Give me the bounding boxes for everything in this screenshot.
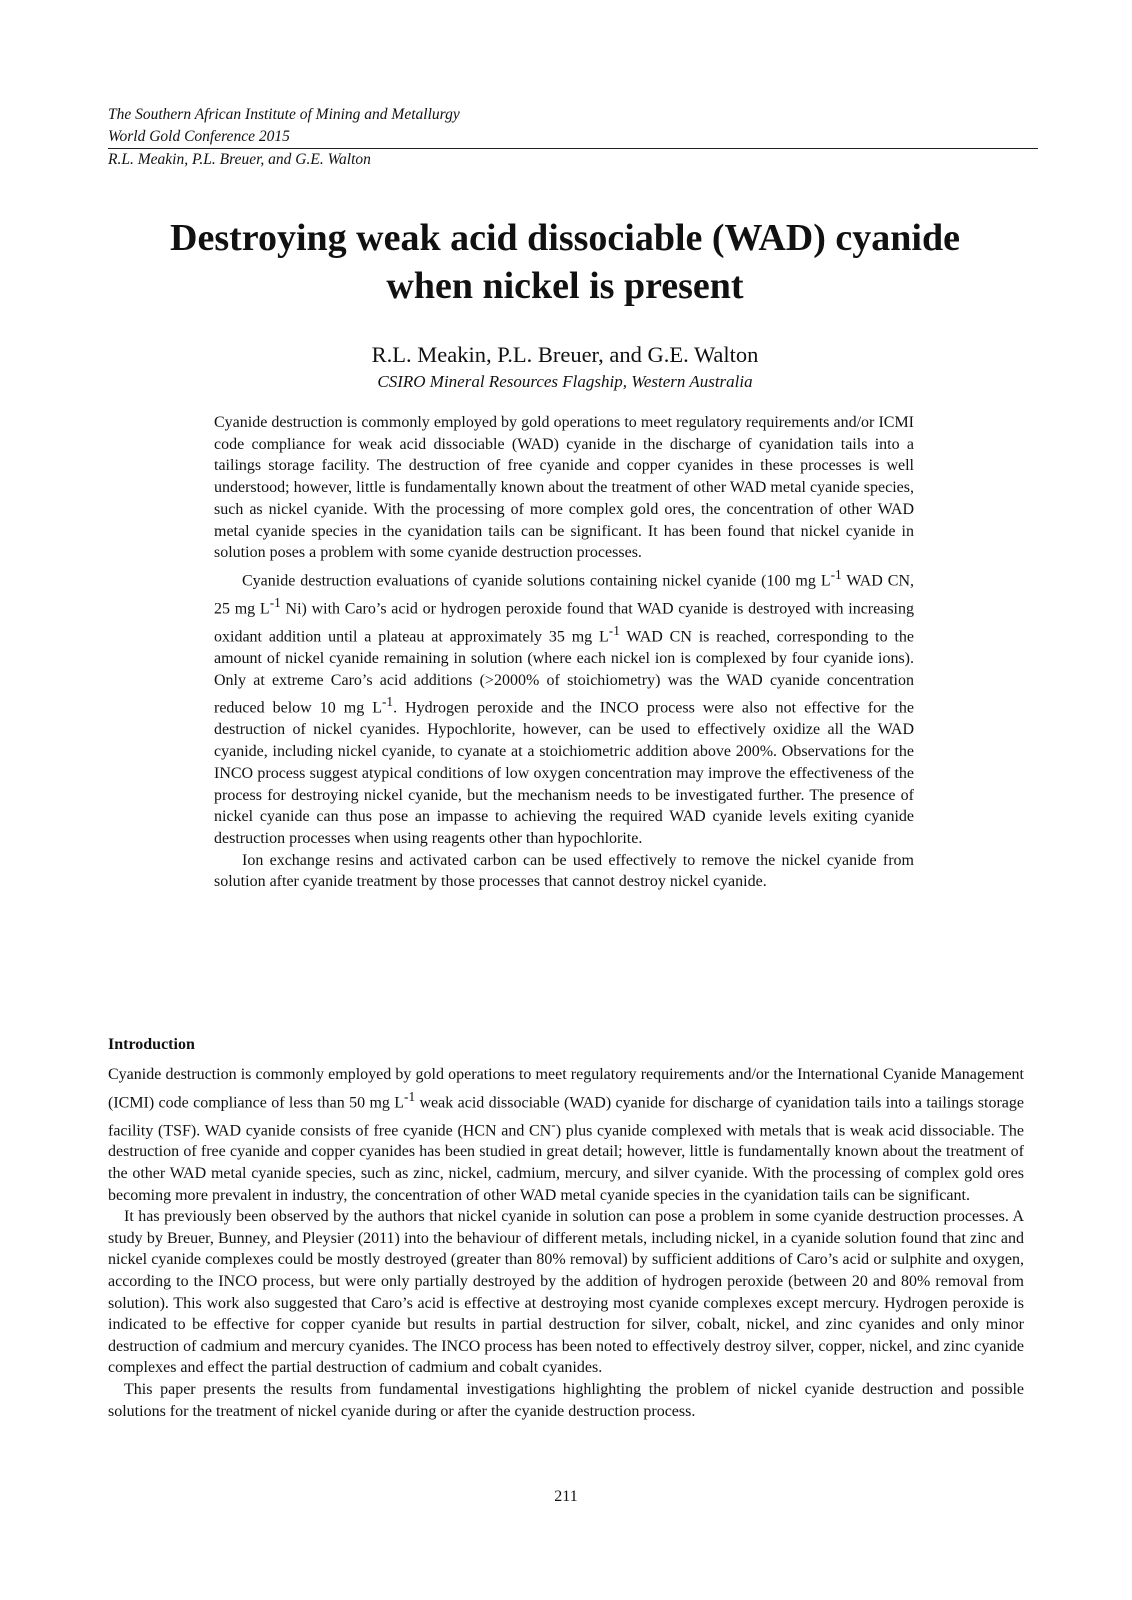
- introduction-paragraph-1: [108, 1064, 1024, 1206]
- introduction-text: ) plus cyanide complexed with metals that is weak acid dissociable. The destruction of free cyanide and copper cyanides has been studied in great detail; however, little is fundamentally known about the treatment of the other WAD metal cyanide species, such as zinc, nickel, cadmium, mercury, and silver cyanide. With the processing of complex gold ores becoming more prevalent in industry, the concentration of other WAD metal cyanide species in the cyanidation tails can be significant.: [108, 1121, 1025, 1204]
- header-institute: The Southern African Institute of Mining and Metallurgy: [108, 106, 460, 123]
- abstract-paragraph-3: Ion exchange resins and activated carbon can be used effectively to remove the nickel cyanide from solution after cyanide treatment by those processes that cannot destroy nickel cyanide.: [214, 851, 914, 891]
- section-heading-introduction: Introduction: [108, 1036, 195, 1053]
- header-authors: R.L. Meakin, P.L. Breuer, and G.E. Walton: [108, 151, 371, 168]
- superscript: -1: [608, 622, 620, 638]
- abstract-text: Ni) with Caro’s acid or hydrogen peroxide found that WAD cyanide is destroyed with increasing oxidant addition until a plateau at approximately 35 mg L: [214, 600, 915, 646]
- abstract-text: . Hydrogen peroxide and the INCO process were also not effective for the destruction of nickel cyanides. Hypochlorite, however, can be used to effectively oxidize all the WAD cyanide, including nickel cyanide, to cyanate at a stoichiometric addition above 200%. Observations for the INCO process suggest atypical conditions of low oxygen concentration may improve the effectiveness of the process for destroying nickel cyanide, but the mechanism needs to be investigated further. The presence of nickel cyanide can thus pose an impasse to achieving the required WAD cyanide levels exiting cyanide destruction processes when using reagents other than hypochlorite.: [214, 699, 914, 847]
- paper-title: [108, 214, 1022, 310]
- abstract-paragraph-1: Cyanide destruction is commonly employed by gold operations to meet regulatory requirements and/or ICMI code compliance for weak acid dissociable (WAD) cyanide in the discharge of cyanidation tails into a tailings storage facility. The destruction of free cyanide and copper cyanides in these processes is well understood; however, little is fundamentally known about the treatment of other WAD metal cyanide species, such as nickel cyanide. With the processing of more complex gold ores, the concentration of other WAD metal cyanide species in the cyanidation tails can be significant. It has been found that nickel cyanide in solution poses a problem with some cyanide destruction processes.: [214, 414, 914, 562]
- author-list: R.L. Meakin, P.L. Breuer, and G.E. Walton: [371, 342, 759, 367]
- paper-title-line-1: Destroying weak acid dissociable (WAD) cyanide: [170, 217, 960, 259]
- introduction-paragraph-3: This paper presents the results from fundamental investigations highlighting the problem of nickel cyanide destruction and possible solutions for the treatment of nickel cyanide during or after the cyanide destruction process.: [108, 1380, 1024, 1420]
- introduction-paragraph-2: It has previously been observed by the authors that nickel cyanide in solution can pose a problem in some cyanide destruction processes. A study by Breuer, Bunney, and Pleysier (2011) into the behaviour of different metals, including nickel, in a cyanide solution found that zinc and nickel cyanide complexes could be mostly destroyed (greater than 80% removal) by sufficient additions of Caro’s acid or sulphite and oxygen, according to the INCO process, but were only partially destroyed by the addition of hydrogen peroxide (between 20 and 80% removal from solution). This work also suggested that Caro’s acid is effective at destroying most cyanide complexes except mercury. Hydrogen peroxide is indicated to be effective for copper cyanide but results in partial destruction for silver, cobalt, nickel, and zinc cyanides and only minor destruction of cadmium and mercury cyanides. The INCO process has been noted to effectively destroy silver, copper, nickel, and zinc cyanide complexes and effect the partial destruction of cadmium and cobalt cyanides.: [108, 1208, 1024, 1377]
- header-conference: World Gold Conference 2015: [108, 128, 290, 145]
- author-affiliation: CSIRO Mineral Resources Flagship, Western Australia: [377, 372, 753, 391]
- abstract-paragraph-2: [214, 564, 914, 850]
- abstract-text: WAD CN is reached, corresponding to the amount of nickel cyanide remaining in solution (where each nickel ion is complexed by four cyanide ions). Only at extreme Caro’s acid additions (>2000% of stoichiometry) was the WAD cyanide concentration reduced below 10 mg L: [214, 628, 914, 717]
- introduction-text: Cyanide destruction is commonly employed by gold operations to meet regulatory requirements and/or the International Cyanide Management (ICMI) code compliance of less than 50 mg L: [108, 1066, 1024, 1111]
- superscript: -1: [404, 1088, 416, 1104]
- abstract: [214, 412, 914, 893]
- paper-title-line-2: when nickel is present: [386, 265, 744, 307]
- superscript: -1: [830, 566, 842, 582]
- abstract-text: WAD CN, 25 mg L: [214, 572, 915, 618]
- superscript: -1: [269, 594, 281, 610]
- abstract-text: Cyanide destruction evaluations of cyanide solutions containing nickel cyanide (100 mg L: [242, 572, 831, 590]
- introduction-text: weak acid dissociable (WAD) cyanide for discharge of cyanidation tails into a tailings storage facility (TSF). WAD cyanide consists of free cyanide (HCN and CN: [108, 1093, 1025, 1139]
- running-header: [108, 104, 1038, 171]
- introduction-body: [108, 1064, 1024, 1422]
- page-number: 211: [554, 1488, 578, 1505]
- superscript: -: [551, 1116, 556, 1132]
- superscript: -1: [381, 694, 394, 710]
